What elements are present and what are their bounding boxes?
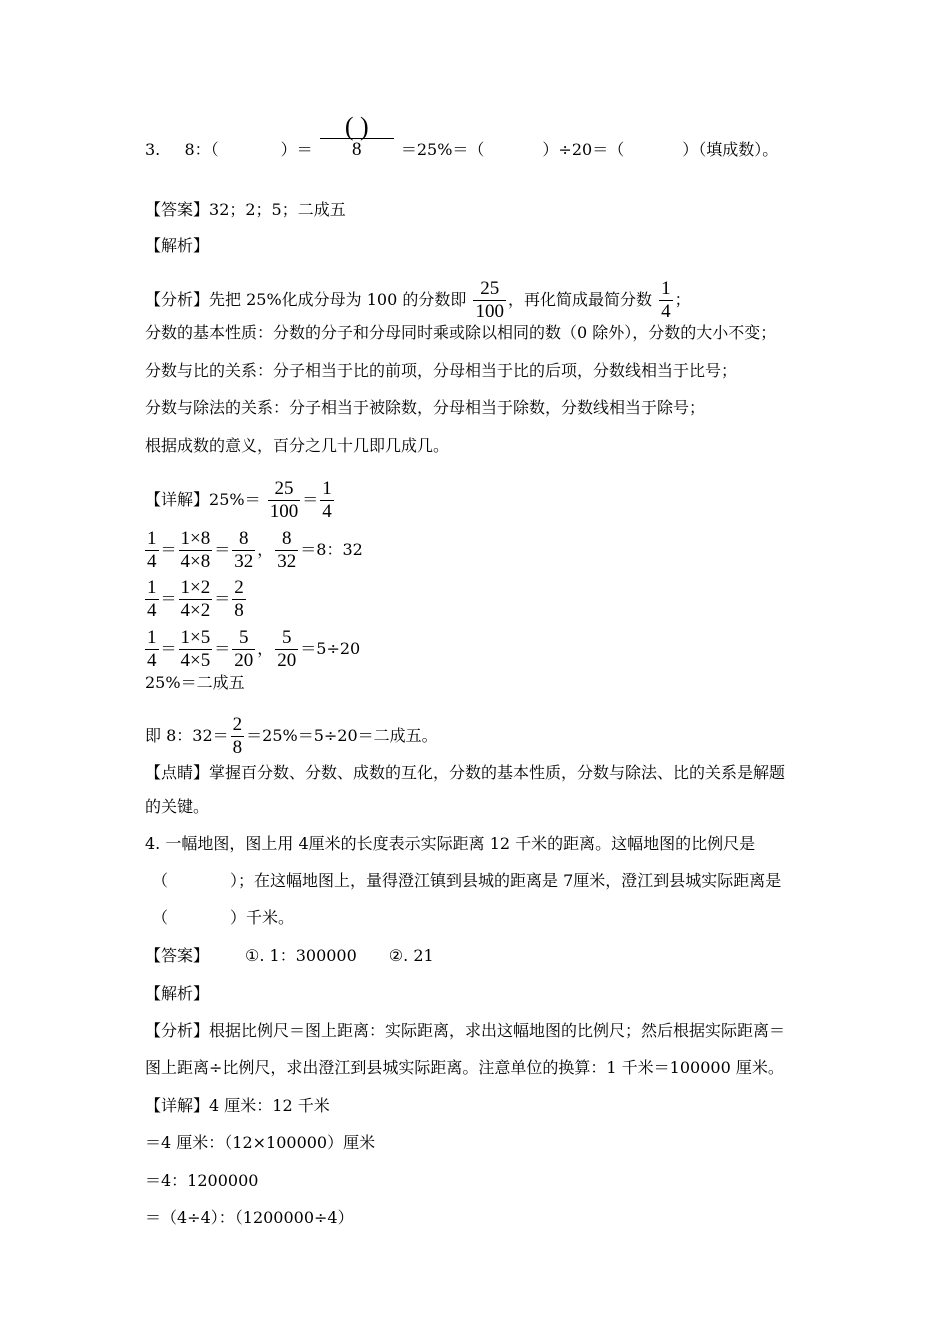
fraction: [145, 528, 159, 573]
fraction: [145, 577, 159, 622]
equals: ＝: [214, 589, 231, 608]
frac-den: 4: [661, 301, 671, 322]
frac-den: 32: [277, 551, 297, 572]
analysis-text: 根据比例尺＝图上距离：实际距离，求出这幅地图的比例尺；然后根据实际距离＝: [209, 1021, 786, 1040]
q3-calc-row-3: [143, 627, 360, 672]
frac-num: 2: [232, 714, 243, 735]
frac-num: 8: [275, 528, 298, 551]
frac-num: 25: [268, 478, 301, 501]
fraction: [179, 528, 213, 573]
frac-den: 4: [147, 650, 157, 671]
frac-den: 100: [269, 501, 299, 522]
rule-1: 分数的基本性质：分数的分子和分母同时乘或除以相同的数（0 除外），分数的大小不变；: [145, 323, 777, 342]
fraction: [179, 627, 213, 672]
q3-text-1: 8：（: [184, 140, 219, 159]
frac-num: 1×5: [180, 627, 211, 648]
frac-den: 8: [234, 600, 244, 621]
answer-text: 32；2；5；二成五: [209, 200, 346, 219]
key-point-label: 【点睛】: [145, 763, 210, 782]
q3-frac-bottom: 8: [352, 139, 362, 160]
equals: ＝: [160, 589, 177, 608]
fraction: [320, 478, 334, 523]
answer-2: ②. 21: [388, 946, 434, 965]
frac-den: 8: [232, 737, 243, 758]
q3-number: 3.: [145, 140, 161, 159]
q4-text: ）；在这幅地图上，量得澄江镇到县城的距离是 7厘米，澄江到县城实际距离是: [230, 871, 782, 890]
q3-calc-row-1: [143, 528, 363, 573]
frac-den: 20: [234, 650, 254, 671]
analysis-text-a: 先把 25%化成分母为 100 的分数即: [209, 290, 467, 309]
q3-text-5: ）（填成数）。: [682, 140, 779, 159]
q3-question: [145, 112, 779, 161]
q4-question-line-2: [152, 871, 781, 891]
equals: ＝: [214, 540, 231, 559]
q3-text-2: ）＝: [280, 140, 313, 159]
frac-den: 4: [147, 600, 157, 621]
fraction-25-100: [473, 278, 506, 323]
q4-step-3: ＝（4÷4）：（1200000÷4）: [145, 1208, 354, 1227]
q3-percent-line: 25%＝二成五: [145, 673, 245, 692]
answer-1: ①. 1：300000: [245, 946, 357, 965]
fraction: [231, 714, 245, 759]
q4-analysis-cont: 图上距离÷比例尺，求出澄江到县城实际距离。注意单位的换算：1 千米＝100000 厘米。: [145, 1058, 784, 1077]
q3-answer: [145, 200, 346, 220]
analysis-text-b: ，再化简成最简分数: [507, 290, 652, 309]
frac-num: 1: [147, 627, 157, 648]
frac-num: 8: [232, 528, 255, 551]
q4-question-line-1: 4. 一幅地图，图上用 4厘米的长度表示实际距离 12 千米的距离。这幅地图的比例尺是: [145, 834, 756, 853]
frac-num: 1×2: [180, 577, 211, 598]
detail-text: 25%＝: [209, 490, 261, 509]
q4-detail: [145, 1096, 330, 1116]
ratio-text: ＝8：32: [300, 540, 363, 559]
fraction: [232, 528, 255, 573]
frac-den: 4×8: [180, 551, 211, 572]
fraction: [268, 478, 301, 523]
frac-num: 1: [322, 478, 332, 499]
frac-num: 5: [275, 627, 298, 650]
q3-detail-1: [145, 478, 336, 523]
division-text: ＝5÷20: [300, 639, 361, 658]
fraction-1-4: [659, 278, 673, 323]
final-text-b: ＝25%＝5÷20＝二成五。: [246, 726, 438, 745]
fraction: [275, 627, 298, 672]
fraction: [232, 627, 255, 672]
rule-2: 分数与比的关系：分子相当于比的前项，分母相当于比的后项，分数线相当于比号；: [145, 361, 738, 380]
q3-key-point-cont: 的关键。: [145, 797, 210, 816]
equals: ＝: [214, 639, 231, 658]
frac-den: 20: [277, 650, 297, 671]
q3-key-point: [145, 763, 785, 783]
frac-num: 5: [232, 627, 255, 650]
frac-den: 100: [475, 301, 504, 322]
analysis-text-c: ；: [674, 290, 691, 309]
q4-paren-open: （: [152, 871, 169, 890]
frac-num: 1: [661, 278, 671, 299]
q4-text: ）千米。: [230, 908, 295, 927]
detail-text: 4 厘米：12 千米: [209, 1096, 330, 1115]
fraction: [232, 577, 246, 622]
fraction: [145, 627, 159, 672]
q3-fraction-blank: [320, 112, 394, 161]
rule-3: 分数与除法的关系：分子相当于被除数，分母相当于除数，分数线相当于除号；: [145, 398, 706, 417]
fraction: [275, 528, 298, 573]
frac-num: 25: [473, 278, 506, 301]
frac-den: 4×5: [180, 650, 211, 671]
frac-num: 1×8: [180, 528, 211, 549]
q4-step-1: ＝4 厘米：（12×100000）厘米: [145, 1133, 376, 1152]
key-point-text: 掌握百分数、分数、成数的互化，分数的基本性质，分数与除法、比的关系是解题: [209, 763, 786, 782]
frac-num: 2: [234, 577, 244, 598]
q4-analysis: [145, 1021, 785, 1041]
detail-label: 【详解】: [145, 490, 210, 509]
q4-question-line-3: [152, 908, 294, 928]
q3-final-line: [145, 714, 438, 759]
equals: ＝: [302, 490, 319, 509]
frac-den: 4: [322, 501, 332, 522]
answer-label: 【答案】: [145, 946, 210, 965]
frac-num: 1: [147, 577, 157, 598]
q4-answer: [145, 946, 434, 966]
frac-num: 1: [147, 528, 157, 549]
rule-4: 根据成数的意义，百分之几十几即几成几。: [145, 436, 450, 455]
q4-step-2: ＝4：1200000: [145, 1171, 259, 1190]
q4-paren-open: （: [152, 908, 169, 927]
answer-label: 【答案】: [145, 200, 210, 219]
q3-analysis: [145, 278, 691, 323]
analysis-label: 【分析】: [145, 1021, 210, 1040]
equals: ＝: [160, 540, 177, 559]
analysis-label: 【分析】: [145, 290, 210, 309]
fraction: [179, 577, 213, 622]
comma: ，: [257, 540, 274, 559]
q4-jiexi: 【解析】: [145, 984, 210, 1003]
comma: ，: [257, 639, 274, 658]
q3-text-3: ＝25%＝（: [400, 140, 485, 159]
q3-jiexi: 【解析】: [145, 236, 210, 255]
q3-calc-row-2: [143, 577, 248, 622]
frac-den: 32: [234, 551, 254, 572]
equals: ＝: [160, 639, 177, 658]
detail-label: 【详解】: [145, 1096, 210, 1115]
final-text-a: 即 8：32＝: [145, 726, 229, 745]
q3-text-4: ）÷20＝（: [542, 140, 625, 159]
q3-frac-top: ( ): [320, 116, 394, 139]
frac-den: 4×2: [180, 600, 211, 621]
frac-den: 4: [147, 551, 157, 572]
